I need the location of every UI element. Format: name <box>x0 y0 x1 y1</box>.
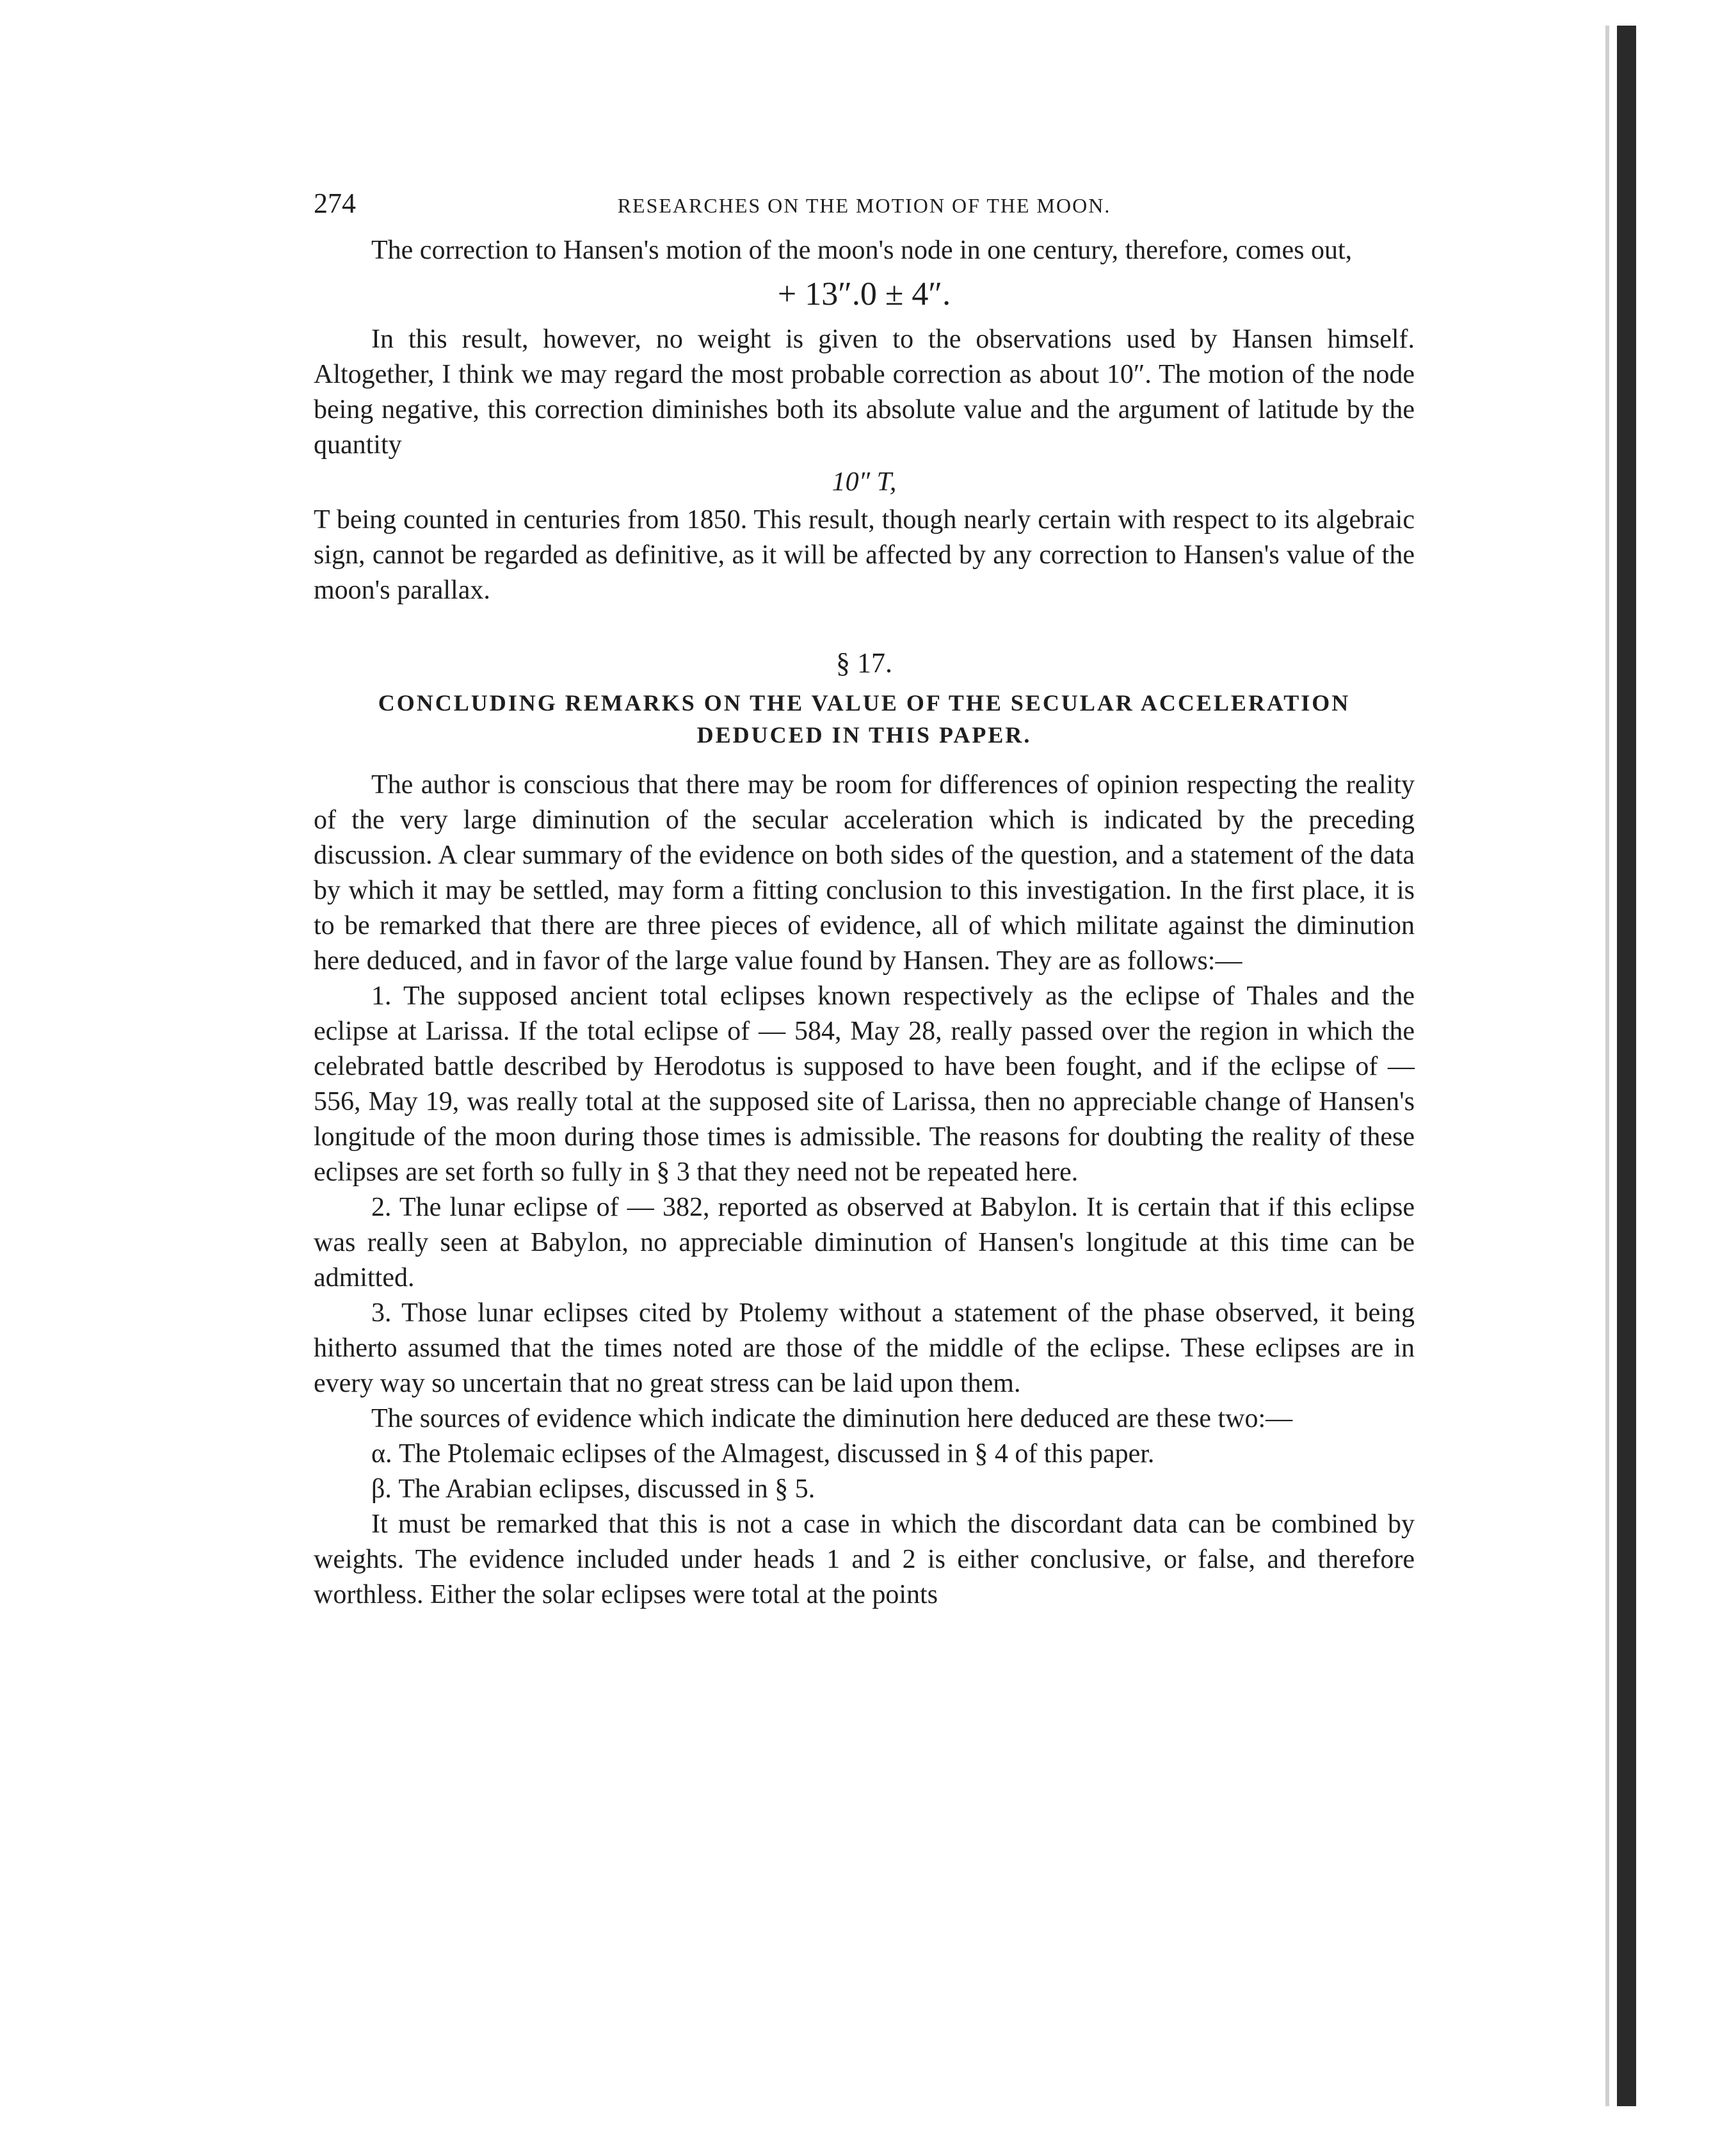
paragraph-result-weight: In this result, however, no weight is given to the observations used by Hansen himself. Altogether, I think we may regard the most probable correction as about 10″. The motion of the node being negative, this correction diminishes both its absolute value and the argument of latitude by the quantity <box>314 325 1415 460</box>
paragraph-author-conscious: The author is conscious that there may be room for differences of opinion respecting the reality of the very large diminution of the secular acceleration which is indicated by the preceding discussion. A clear summary of the evidence on both sides of the question, and a statement of the data by which it may be settled, may form a fitting conclusion to this investigation. In the first place, it is to be remarked that there are three pieces of evidence, all of which militate against the diminution here deduced, and in favor of the large value found by Hansen. They are as follows:— <box>314 770 1415 976</box>
section-number: § 17. <box>836 647 892 679</box>
list-item-beta: β. The Arabian eclipses, discussed in § 5. <box>371 1474 816 1504</box>
list-item-1: 1. The supposed ancient total eclipses known respectively as the eclipse of Thales and the eclipse at Larissa. If the total eclipse of — 584, May 28, really passed over the region in which the celebrated battle described by Herodotus is supposed to have been fought, and if the eclipse of — 556, May 19, was really total at the supposed site of Larissa, then no appreciable change of Hansen's longitude of the moon during those times is admissible. The reasons for doubting the reality of these eclipses are set forth so fully in § 3 that they need not be repeated here. <box>314 981 1415 1187</box>
running-title: RESEARCHES ON THE MOTION OF THE MOON. <box>617 194 1111 217</box>
paragraph-node-correction: The correction to Hansen's motion of the moon's node in one century, therefore, comes out, <box>371 236 1353 265</box>
list-item-3: 3. Those lunar eclipses cited by Ptolemy without a statement of the phase observed, it being hitherto assumed that the times noted are those of the middle of the eclipse. These eclipses are in every way so uncertain that no great stress can be laid upon them. <box>314 1298 1415 1398</box>
list-item-alpha: α. The Ptolemaic eclipses of the Almagest, discussed in § 4 of this paper. <box>371 1439 1155 1469</box>
formula-quantity: 10″ T, <box>832 467 897 497</box>
paragraph-must-be-remarked: It must be remarked that this is not a case in which the discordant data can be combined by weights. The evidence included under heads 1 and 2 is either conclusive, or false, and therefore worthless. Either the solar eclipses were total at the points <box>314 1510 1415 1609</box>
page-edge-shadow <box>1617 26 1636 2106</box>
paragraph-centuries: T being counted in centuries from 1850. This result, though nearly certain with respect to its algebraic sign, cannot be regarded as definitive, as it will be affected by any correction to Hansen's value of the moon's parallax. <box>314 505 1415 605</box>
paragraph-sources-evidence: The sources of evidence which indicate the diminution here deduced are these two:— <box>371 1404 1293 1433</box>
list-item-2: 2. The lunar eclipse of — 382, reported as observed at Babylon. It is certain that if this eclipse was really seen at Babylon, no appreciable diminution of Hansen's longitude at this time can be admitted. <box>314 1193 1415 1293</box>
page-content <box>314 186 1415 1613</box>
page-gutter-line <box>1605 26 1609 2106</box>
formula-node-correction: + 13″.0 ± 4″. <box>777 276 951 312</box>
page-number: 274 <box>314 188 356 219</box>
running-head <box>314 186 1415 224</box>
section-title: CONCLUDING REMARKS ON THE VALUE OF THE SECULAR ACCELERATION DEDUCED IN THIS PAPER. <box>378 690 1351 748</box>
